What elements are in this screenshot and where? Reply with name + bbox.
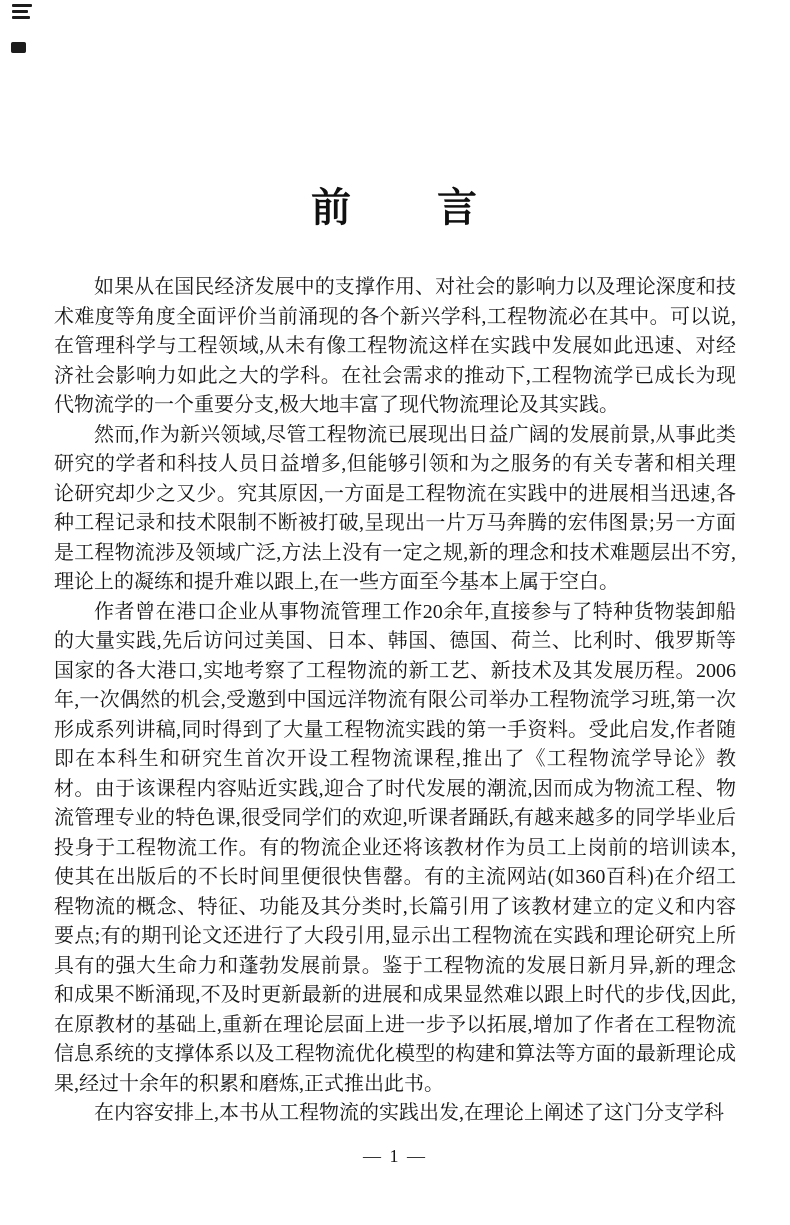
paragraph-2: 然而,作为新兴领域,尽管工程物流已展现出日益广阔的发展前景,从事此类研究的学者和科技人员日益增多,但能够引领和为之服务的有关专著和相关理论研究却少之又少。究其原因,一方面是工程物流在实践中的进展相当迅速,各种工程记录和技术限制不断被打破,呈现出一片万马奔腾的宏伟图景;另一方面是工程物流涉及领域广泛,方法上没有一定之规,新的理念和技术难题层出不穷,理论上的凝练和提升难以跟上,在一些方面至今基本上属于空白。 [54, 423, 736, 593]
scan-artifact-lines [12, 4, 32, 22]
paragraph-1: 如果从在国民经济发展中的支撑作用、对社会的影响力以及理论深度和技术难度等角度全面评价当前涌现的各个新兴学科,工程物流必在其中。可以说,在管理科学与工程领域,从未有像工程物流这样在实践中发展如此迅速、对经济社会影响力如此之大的学科。在社会需求的推动下,工程物流学已成长为现代物流学的一个重要分支,极大地丰富了现代物流理论及其实践。 [54, 276, 736, 416]
page-title: 前 言 [311, 185, 479, 230]
preface-body [54, 273, 736, 1129]
paragraph-3: 作者曾在港口企业从事物流管理工作20余年,直接参与了特种货物装卸船的大量实践,先后访问过美国、日本、韩国、德国、荷兰、比利时、俄罗斯等国家的各大港口,实地考察了工程物流的新工艺、新技术及其发展历程。2006年,一次偶然的机会,受邀到中国远洋物流有限公司举办工程物流学习班,第一次形成系列讲稿,同时得到了大量工程物流实践的第一手资料。受此启发,作者随即在本科生和研究生首次开设工程物流课程,推出了《工程物流学导论》教材。由于该课程内容贴近实践,迎合了时代发展的潮流,因而成为物流工程、物流管理专业的特色课,很受同学们的欢迎,听课者踊跃,有越来越多的同学毕业后投身于工程物流工作。有的物流企业还将该教材作为员工上岗前的培训读本,使其在出版后的不长时间里便很快售罄。有的主流网站(如360百科)在介绍工程物流的概念、特征、功能及其分类时,长篇引用了该教材建立的定义和内容要点;有的期刊论文还进行了大段引用,显示出工程物流在实践和理论研究上所具有的强大生命力和蓬勃发展前景。鉴于工程物流的发展日新月异,新的理念和成果不断涌现,不及时更新最新的进展和成果显然难以跟上时代的步伐,因此,在原教材的基础上,重新在理论层面上进一步予以拓展,增加了作者在工程物流信息系统的支撑体系以及工程物流优化模型的构建和算法等方面的最新理论成果,经过十余年的积累和磨炼,正式推出此书。 [54, 600, 736, 1095]
page-number: — 1 — [363, 1145, 427, 1166]
scan-artifact-blob [11, 42, 26, 53]
paragraph-4: 在内容安排上,本书从工程物流的实践出发,在理论上阐述了这门分支学科 [94, 1102, 724, 1124]
